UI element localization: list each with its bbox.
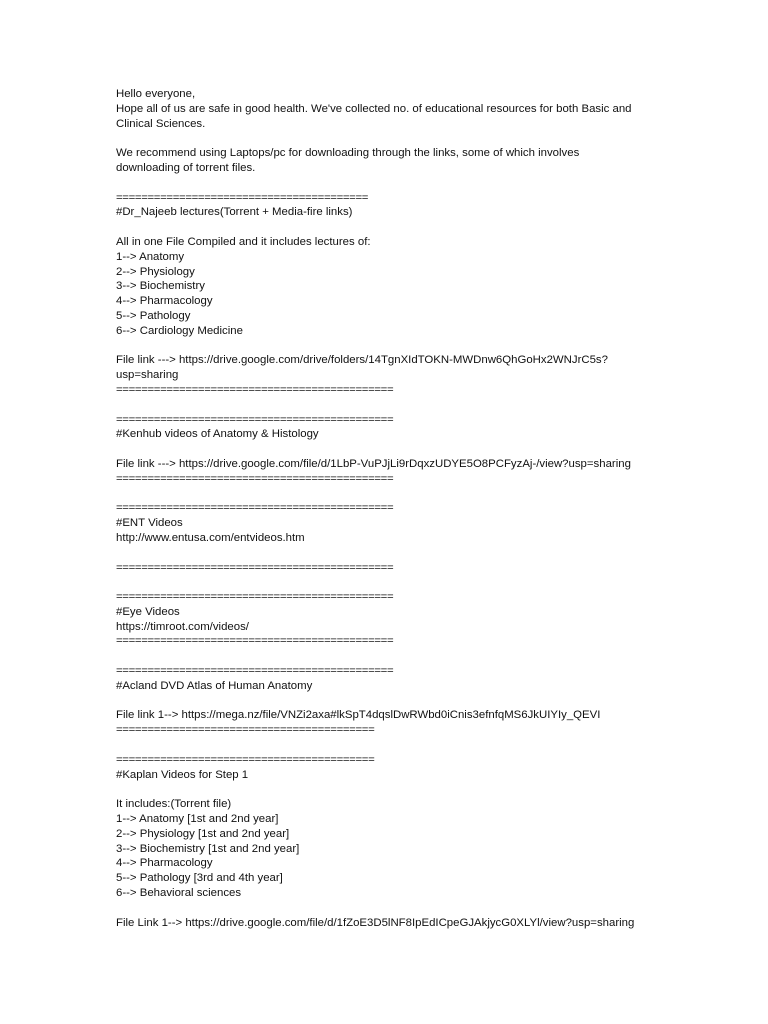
list-item: 2--> Physiology [116,265,195,278]
section-heading: #Kenhub videos of Anatomy & Histology [116,428,319,441]
file-link-text[interactable]: File Link 1--> https://drive.google.com/file/d/1fZoE3D5lNF8IpEdICpeGJAkjycG0XLYl/view?usp=sharing [116,916,635,929]
blank-line [116,398,716,413]
document-body [116,87,716,930]
blank-line [116,546,716,561]
section-najeeb [116,191,716,413]
list-item: 1--> Anatomy [1st and 2nd year] [116,813,279,826]
separator-line: ============================================ [116,383,394,396]
separator-line: ========================================= [116,724,375,737]
separator-line: ============================================ [116,472,394,485]
section-eye [116,590,716,664]
blank-line [116,487,716,502]
intro-section [116,87,716,191]
file-link-text[interactable]: File link ---> https://drive.google.com/drive/folders/14TgnXIdTOKN-MWDnw6QhGoHx2WNJrC5s? [116,354,608,367]
file-link-text[interactable]: File link 1--> https://mega.nz/file/VNZi2axa#lkSpT4dqslDwRWbd0iCnis3efnfqMS6JkUIYIy_QEVI [116,709,601,722]
list-item: 4--> Pharmacology [116,857,213,870]
section-heading: #ENT Videos [116,517,183,530]
list-item: 4--> Pharmacology [116,295,213,308]
section-acland [116,664,716,753]
section-ent [116,501,716,590]
file-link-text[interactable]: https://timroot.com/videos/ [116,620,249,633]
separator-line: ============================================ [116,635,394,648]
blank-line [116,782,716,797]
list-item: 1--> Anatomy [116,250,185,263]
list-item: 5--> Pathology [3rd and 4th year] [116,872,283,885]
section-heading: #Dr_Najeeb lectures(Torrent + Media-fire links) [116,206,353,219]
blank-line [116,575,716,590]
section-intro: All in one File Compiled and it includes lectures of: [116,235,371,248]
blank-line [116,131,716,146]
section-heading: #Acland DVD Atlas of Human Anatomy [116,679,313,692]
list-item: 5--> Pathology [116,309,191,322]
recommendation-line-2: downloading of torrent files. [116,161,256,174]
section-intro: It includes:(Torrent file) [116,798,232,811]
intro-line-2: Clinical Sciences. [116,117,206,130]
separator-line: ========================================= [116,753,375,766]
blank-line [116,339,716,354]
list-item: 3--> Biochemistry [116,280,205,293]
section-kenhub [116,413,716,502]
separator-line: ======================================== [116,191,369,204]
greeting-text: Hello everyone, [116,88,196,100]
list-item: 6--> Cardiology Medicine [116,324,243,337]
blank-line [116,901,716,916]
blank-line [116,738,716,753]
section-heading: #Kaplan Videos for Step 1 [116,768,249,781]
separator-line: ============================================ [116,413,394,426]
blank-line [116,176,716,191]
file-link-continuation[interactable]: usp=sharing [116,369,179,382]
blank-line [116,694,716,709]
separator-line: ============================================ [116,591,394,604]
file-link-text[interactable]: File link ---> https://drive.google.com/file/d/1LbP-VuPJjLi9rDqxzUDYE5O8PCFyzAj-/view?usp=sharing [116,457,631,470]
separator-line: ============================================ [116,665,394,678]
blank-line [116,442,716,457]
blank-line [116,220,716,235]
recommendation-line-1: We recommend using Laptops/pc for downloading through the links, some of which involves [116,147,580,160]
list-item: 3--> Biochemistry [1st and 2nd year] [116,842,300,855]
intro-line-1: Hope all of us are safe in good health. We've collected no. of educational resources for both Basic and [116,102,632,115]
separator-line: ============================================ [116,561,394,574]
section-kaplan [116,753,716,931]
section-heading: #Eye Videos [116,605,180,618]
list-item: 6--> Behavioral sciences [116,887,242,900]
blank-line [116,649,716,664]
file-link-text[interactable]: http://www.entusa.com/entvideos.htm [116,531,305,544]
separator-line: ============================================ [116,502,394,515]
list-item: 2--> Physiology [1st and 2nd year] [116,827,290,840]
